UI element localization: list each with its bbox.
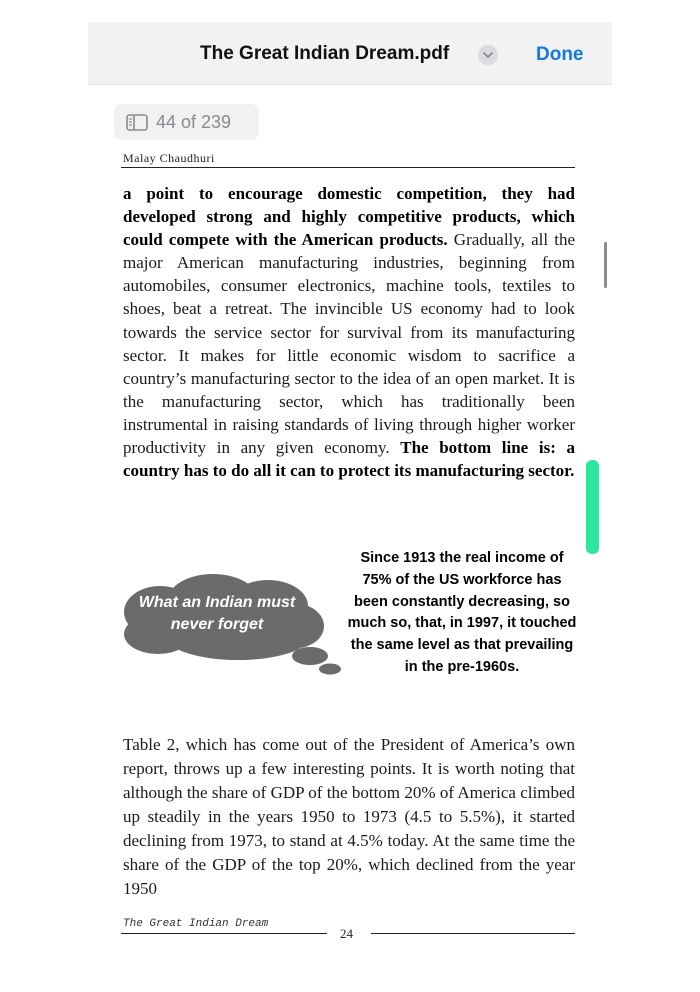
header-rule	[121, 167, 575, 168]
running-head: Malay Chaudhuri	[123, 151, 215, 165]
chevron-down-icon[interactable]	[478, 45, 498, 65]
done-button[interactable]: Done	[536, 44, 584, 65]
body-paragraph-1	[123, 182, 575, 482]
callout-text: Since 1913 the real income of 75% of the US workforce has been constantly decreasing, so much so, that, in 1997, it touched the same level as that prevailing in the pre-1960s.	[347, 550, 577, 675]
footer-rule	[371, 933, 575, 934]
scroll-indicator[interactable]	[604, 242, 607, 288]
cloud-caption: What an Indian must never forget	[138, 594, 296, 633]
footer-rule	[121, 933, 327, 934]
page-indicator[interactable]	[114, 104, 259, 140]
footer-book-title: The Great Indian Dream	[123, 918, 269, 930]
document-title[interactable]: The Great Indian Dream.pdf	[200, 43, 450, 64]
normal-text: Gradually, all the major American manufacturing industries, beginning from automobiles, consumer electronics, machine tools, textiles to shoes, beat a retreat. The invincible US economy had to look towards the service sector for survival from its manufacturing sector. It makes for little economic wisdom to sacrifice a country’s manufacturing sector to the idea of an open market. It is the manufacturing sector, which has traditionally been instrumental in raising standards of living through higher worker productivity in any given economy.	[123, 230, 575, 458]
pdf-toolbar	[88, 22, 612, 85]
bold-conclusion: The bottom line is: a country has to do all it can to protect its manufacturing sector.	[123, 438, 575, 481]
page-count-text: 44 of 239	[156, 112, 232, 132]
bold-lead: a point to encourage domestic competition, they had developed strong and highly competitive products, which could compete with the American products.	[123, 184, 575, 250]
sidebar-icon	[126, 114, 148, 136]
body-paragraph-2: Table 2, which has come out of the President of America’s own report, throws up a few interesting points. It is worth noting that although the share of GDP of the bottom 20% of America climbed up steadily in the years 1950 to 1973 (4.5 to 5.5%), it started declining from 1973, to stand at 4.5% today. At the same time the share of the GDP of the top 20%, which declined from the year 1950	[123, 735, 575, 898]
highlight-marker[interactable]	[586, 460, 599, 554]
page-number: 24	[340, 926, 353, 941]
